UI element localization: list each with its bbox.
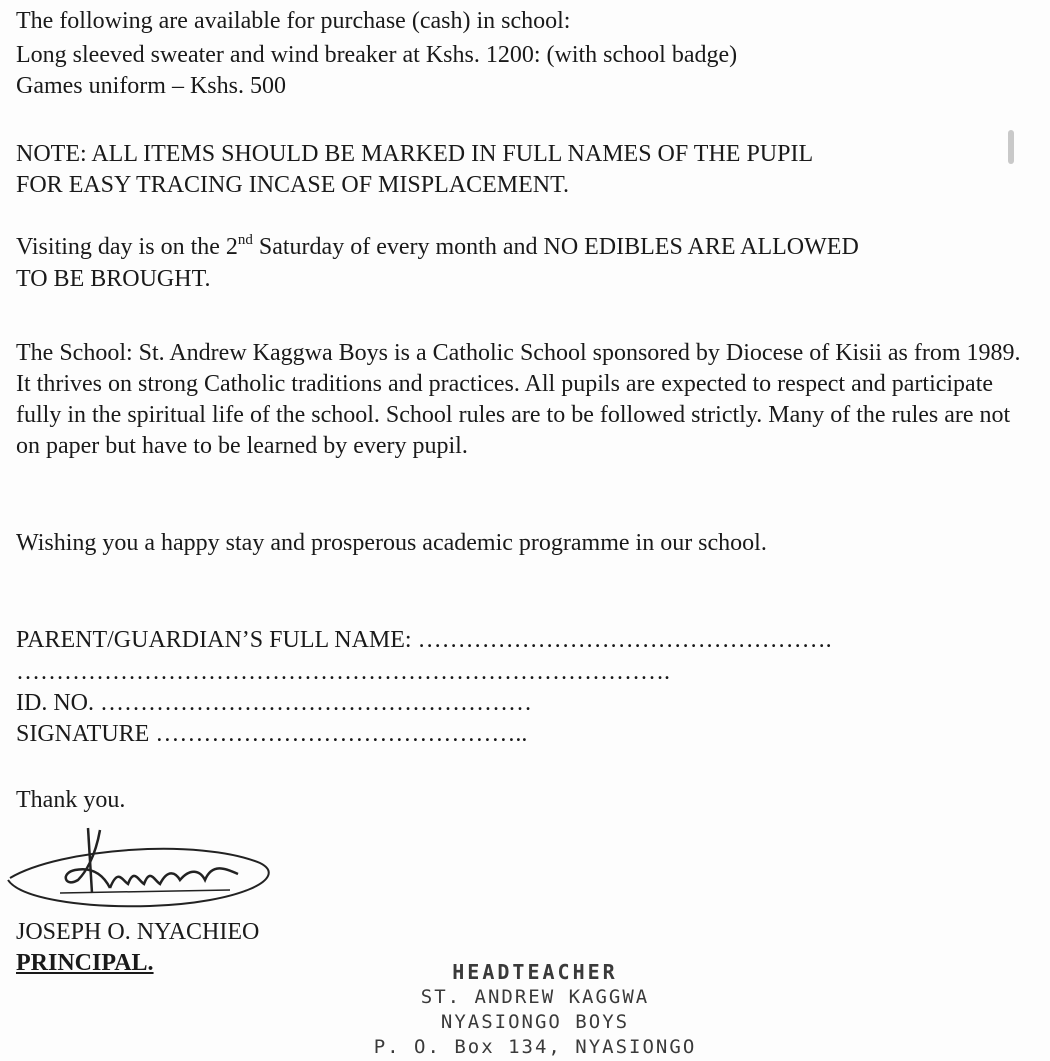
stamp-line-1: ST. ANDREW KAGGWA (420, 986, 650, 1008)
scan-smudge (1008, 130, 1014, 164)
visiting-line-1 (16, 232, 859, 262)
principal-signature (0, 818, 300, 918)
visiting-ordinal-suffix: nd (237, 232, 253, 248)
purchase-item-sweater: Long sleeved sweater and wind breaker at Kshs. 1200: (with school badge) (16, 42, 738, 68)
stamp-line-2: NYASIONGO BOYS (440, 1011, 630, 1033)
id-number-dots: ……………………………………………… (100, 690, 532, 716)
guardian-name-dots-line-2: ………………………………………………………………………. (16, 659, 670, 685)
visiting-text-a: Visiting day is on the 2 (16, 234, 238, 260)
visiting-text-b: Saturday of every month and NO EDIBLES ARE ALLOWED (252, 234, 859, 260)
signatory-name: JOSEPH O. NYACHIEO (16, 919, 260, 945)
stamp-line-3: P. O. Box 134, NYASIONGO (373, 1036, 697, 1058)
wishing-line: Wishing you a happy stay and prosperous academic programme in our school. (16, 530, 767, 556)
id-number-label: ID. NO. (16, 690, 94, 716)
visiting-line-2: TO BE BROUGHT. (16, 266, 211, 292)
note-line-2: FOR EASY TRACING INCASE OF MISPLACEMENT. (16, 172, 569, 198)
headteacher-stamp (330, 960, 740, 1060)
thank-you: Thank you. (16, 787, 126, 813)
note-line-1: NOTE: ALL ITEMS SHOULD BE MARKED IN FULL NAMES OF THE PUPIL (16, 141, 814, 167)
guardian-name-row (16, 625, 832, 655)
guardian-name-dots: ……………………………………………. (417, 627, 832, 653)
signature-label: SIGNATURE (16, 721, 150, 747)
school-paragraph: The School: St. Andrew Kaggwa Boys is a Catholic School sponsored by Diocese of Kisii as from 1989. It thrives on strong Catholic traditions and practices. All pupils are expected to respect and participate fully in the spiritual life of the school. School rules are to be followed strictly. Many of the rules are not on paper but have to be learned by every pupil. (16, 340, 1021, 459)
guardian-name-label: PARENT/GUARDIAN’S FULL NAME: (16, 627, 412, 653)
id-number-row (16, 688, 532, 718)
signature-dots: ……………………………………….. (155, 721, 528, 747)
stamp-title: HEADTEACHER (452, 960, 618, 984)
purchase-intro: The following are available for purchase (cash) in school: (16, 8, 571, 34)
purchase-item-games-uniform: Games uniform – Kshs. 500 (16, 73, 286, 99)
signatory-title: PRINCIPAL. (16, 950, 154, 976)
signature-row (16, 719, 527, 749)
